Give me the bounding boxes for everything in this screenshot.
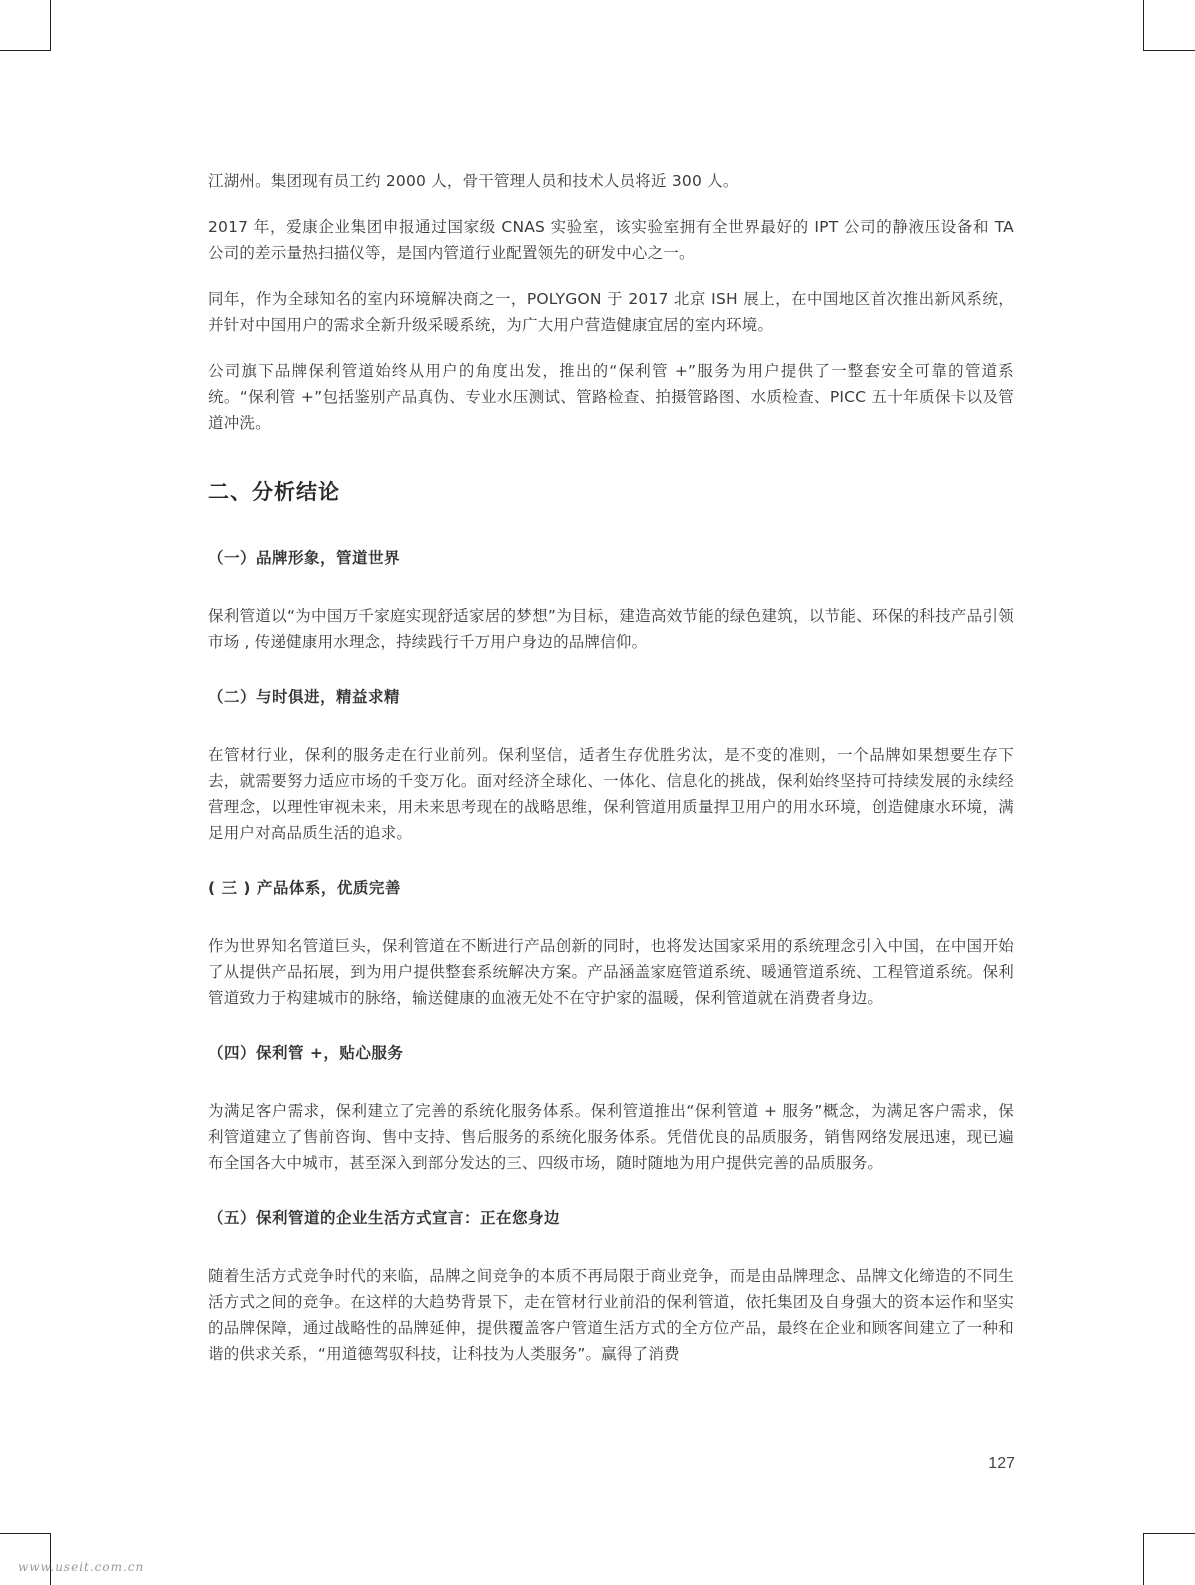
crop-mark-bottom-left-horizontal	[0, 1533, 51, 1534]
subsection-heading-4: （四）保利管 +，贴心服务	[208, 1044, 404, 1062]
page-number: 127	[988, 1455, 1015, 1472]
subsection-body-1: 保利管道以“为中国万千家庭实现舒适家居的梦想”为目标，建造高效节能的绿色建筑，以节能、环保的科技产品引领市场 , 传递健康用水理念，持续践行千万用户身边的品牌信仰。	[208, 607, 1014, 651]
crop-mark-top-right-horizontal	[1143, 50, 1195, 51]
crop-mark-bottom-left-vertical	[50, 1533, 51, 1585]
subsection-body-3: 作为世界知名管道巨头，保利管道在不断进行产品创新的同时，也将发达国家采用的系统理念引入中国，在中国开始了从提供产品拓展，到为用户提供整套系统解决方案。产品涵盖家庭管道系统、暖通管道系统、工程管道系统。保利管道致力于构建城市的脉络，输送健康的血液无处不在守护家的温暖，保利管道就在消费者身边。	[208, 937, 1014, 1007]
subsection-body-2: 在管材行业，保利的服务走在行业前列。保利坚信，适者生存优胜劣汰，是不变的准则，一个品牌如果想要生存下去，就需要努力适应市场的千变万化。面对经济全球化、一体化、信息化的挑战，保利始终坚持可持续发展的永续经营理念，以理性审视未来，用未来思考现在的战略思维，保利管道用质量捍卫用户的用水环境，创造健康水环境，满足用户对高品质生活的追求。	[208, 746, 1014, 842]
paragraph-baoli-plus-service: 公司旗下品牌保利管道始终从用户的角度出发，推出的“保利管 +”服务为用户提供了一整套安全可靠的管道系统。“保利管 +”包括鉴别产品真伪、专业水压测试、管路检查、拍摄管路图、水质检查、PICC 五十年质保卡以及管道冲洗。	[208, 362, 1014, 432]
section-title: 二、分析结论	[208, 480, 340, 504]
subsection-heading-1: （一）品牌形象，管道世界	[208, 549, 401, 567]
subsection-heading-5: （五）保利管道的企业生活方式宣言：正在您身边	[208, 1209, 561, 1227]
crop-mark-top-left-vertical	[50, 0, 51, 51]
crop-mark-top-right-vertical	[1143, 0, 1144, 51]
subsection-body-5: 随着生活方式竞争时代的来临，品牌之间竞争的本质不再局限于商业竞争，而是由品牌理念、品牌文化缔造的不同生活方式之间的竞争。在这样的大趋势背景下，走在管材行业前沿的保利管道，依托集团及自身强大的资本运作和坚实的品牌保障，通过战略性的品牌延伸，提供覆盖客户管道生活方式的全方位产品，最终在企业和顾客间建立了一种和谐的供求关系，“用道德驾驭科技，让科技为人类服务”。赢得了消费	[208, 1267, 1014, 1363]
crop-mark-bottom-right-horizontal	[1143, 1533, 1195, 1534]
paragraph-polygon-ish: 同年，作为全球知名的室内环境解决商之一，POLYGON 于 2017 北京 ISH 展上，在中国地区首次推出新风系统，并针对中国用户的需求全新升级采暖系统，为广大用户营造健康宜居的室内环境。	[208, 290, 1014, 334]
paragraph-cnas-lab: 2017 年，爱康企业集团申报通过国家级 CNAS 实验室，该实验室拥有全世界最好的 IPT 公司的静液压设备和 TA 公司的差示量热扫描仪等，是国内管道行业配置领先的研发中心之一。	[208, 218, 1014, 262]
watermark: www.useit.com.cn	[18, 1560, 145, 1574]
subsection-heading-3: ( 三 ) 产品体系，优质完善	[208, 879, 401, 897]
crop-mark-bottom-right-vertical	[1143, 1533, 1144, 1585]
subsection-heading-2: （二）与时俱进，精益求精	[208, 688, 401, 706]
crop-mark-top-left-horizontal	[0, 50, 51, 51]
paragraph-employees: 江湖州。集团现有员工约 2000 人，骨干管理人员和技术人员将近 300 人。	[208, 172, 739, 190]
subsection-body-4: 为满足客户需求，保利建立了完善的系统化服务体系。保利管道推出“保利管道 + 服务”概念，为满足客户需求，保利管道建立了售前咨询、售中支持、售后服务的系统化服务体系。凭借优良的品质服务，销售网络发展迅速，现已遍布全国各大中城市，甚至深入到部分发达的三、四级市场，随时随地为用户提供完善的品质服务。	[208, 1102, 1014, 1172]
document-body	[208, 168, 1014, 1367]
